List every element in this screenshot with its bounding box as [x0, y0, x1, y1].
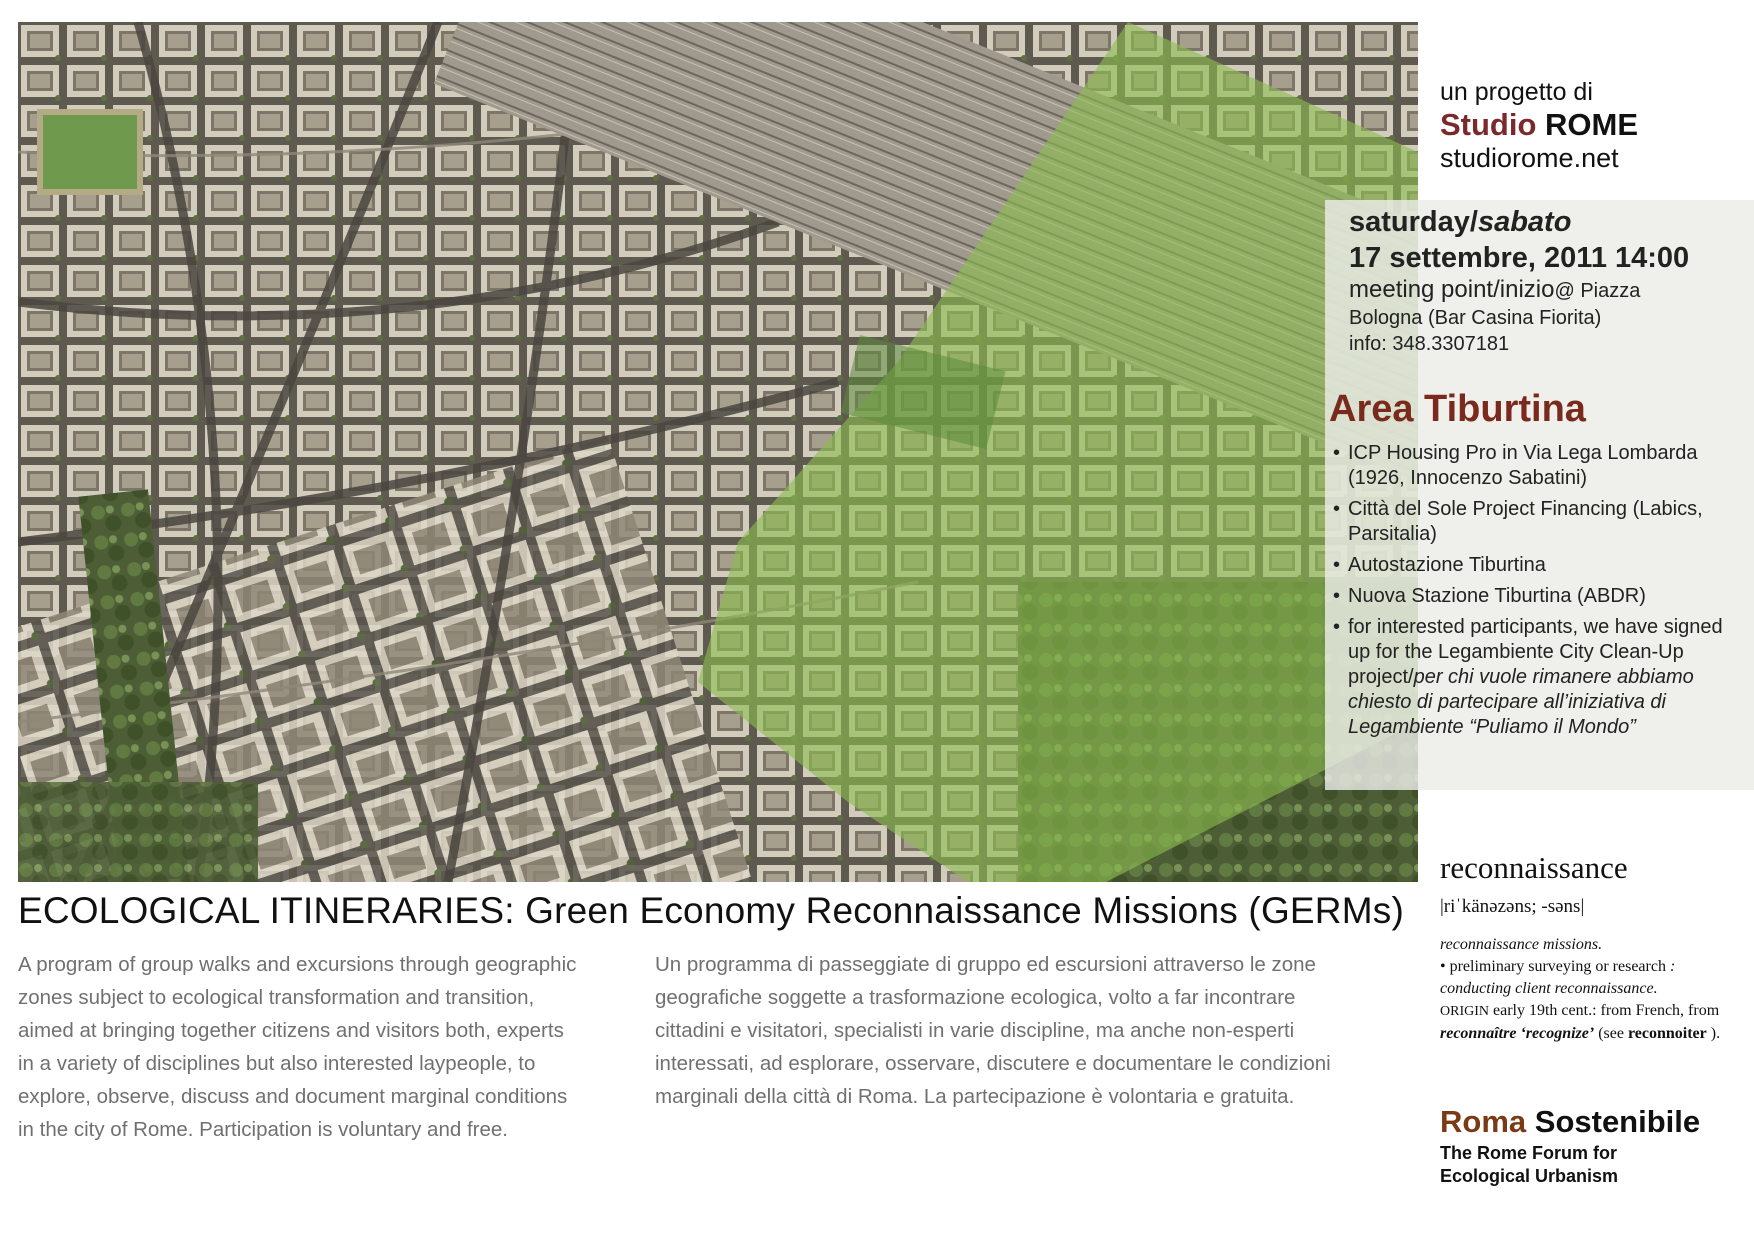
event-meeting-point: meeting point/inizio@ Piazza	[1349, 276, 1641, 303]
list-item: • for interested participants, we have signed up for the Legambiente City Clean-Up project/per chi vuole rimanere abbiamo chiesto di partecipare all’iniziativa di Legambiente “Puliamo il Mondo”	[1333, 615, 1743, 740]
dictionary-pronunciation: |riˈkänəzəns; -səns|	[1440, 896, 1585, 917]
event-info-phone: info: 348.3307181	[1349, 333, 1510, 355]
description-italian: Un programma di passeggiate di gruppo ed escursioni attraverso le zone geografiche soggette a trasformazione ecologica, volto a far incontrare cittadini e visitatori, specialisti in varie discipline, ma anche non-esperti interessati, ad esplorare, osservare, discutere e documentare le condizioni marginali della città di Roma. La partecipazione è volontaria e gratuita.	[655, 953, 1331, 1108]
dictionary-word: reconnaissance	[1440, 850, 1628, 885]
brand-subtitle: Ecological Urbanism	[1440, 1166, 1619, 1186]
page-title: ECOLOGICAL ITINERARIES: Green Economy Reconnaissance Missions (GERMs)	[18, 890, 1404, 931]
area-title: Area Tiburtina	[1329, 388, 1586, 430]
area-itinerary-list	[1333, 441, 1743, 746]
list-item: • ICP Housing Pro in Via Lega Lombarda (1926, Innocenzo Sabatini)	[1333, 441, 1743, 491]
studio-url: studiorome.net	[1440, 143, 1619, 173]
list-item: • Nuova Stazione Tiburtina (ABDR)	[1333, 584, 1743, 609]
brand-subtitle: The Rome Forum for	[1440, 1143, 1618, 1163]
studio-rome-logo: Studio ROME	[1440, 107, 1639, 142]
event-meeting-place: Bologna (Bar Casina Fiorita)	[1349, 307, 1602, 329]
roma-sostenibile-logo: Roma Sostenibile	[1440, 1104, 1701, 1139]
event-date: 17 settembre, 2011 14:00	[1349, 242, 1690, 274]
description-english: A program of group walks and excursions through geographic zones subject to ecological transformation and transition, aimed at bringing together citizens and visitors both, experts in a variety of disciplines but also interested laypeople, to explore, observe, discuss and document marginal conditions in the city of Rome. Participation is voluntary and free.	[18, 953, 577, 1141]
aerial-photo	[18, 22, 1418, 882]
event-day: saturday/sabato	[1349, 206, 1572, 238]
aerial-city-map-illustration	[18, 22, 1418, 882]
dictionary-definition: reconnaissance missions. • preliminary surveying or research : conducting client reconnaissance. ORIGIN early 19th cent.: from French, from reconnaître ‘recognize’ (see reconnoiter ).	[1440, 936, 1721, 1042]
credit-intro: un progetto di	[1440, 78, 1593, 106]
list-item: • Città del Sole Project Financing (Labics, Parsitalia)	[1333, 497, 1743, 547]
list-item: • Autostazione Tiburtina	[1333, 553, 1743, 578]
